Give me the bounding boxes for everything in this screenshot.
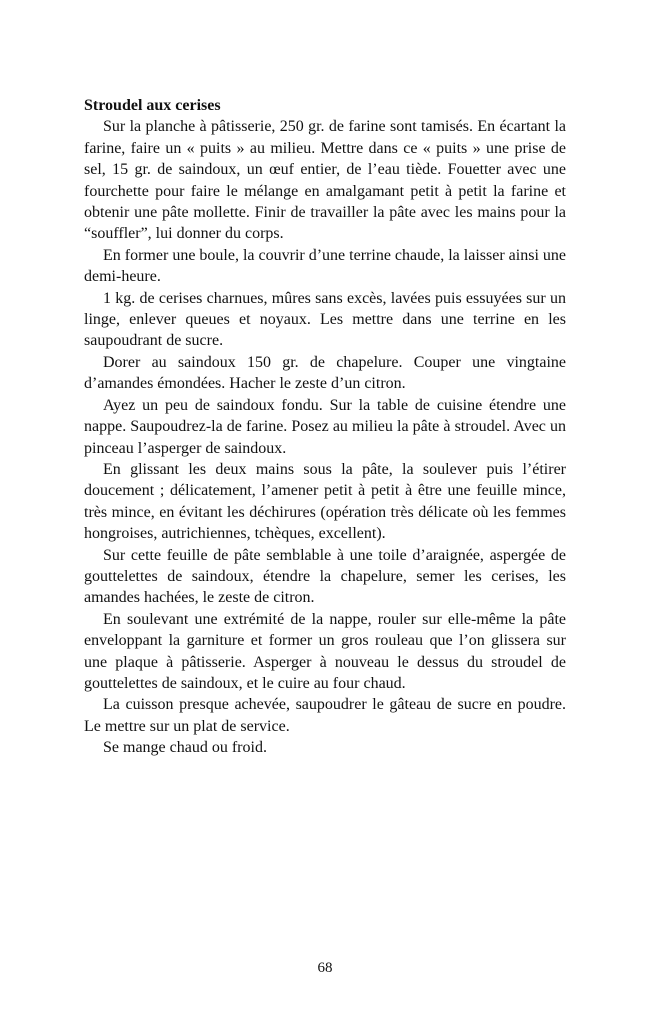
paragraph-dough: Sur la planche à pâtisserie, 250 gr. de farine sont tamisés. En écartant la farine, faire un « puits » au milieu. Mettre dans ce « puits » une prise de sel, 15 gr. de saindoux, un œuf entier, de l’eau tiède. Fouetter avec une fourchette pour faire le mélange en amalgamant petit à petit la farine et obtenir une pâte mollette. Finir de travailler la pâte avec les mains pour la “souffler”, lui donner du corps. xyxy=(84,118,566,243)
paragraph-finishing: La cuisson presque achevée, saupoudrer le gâteau de sucre en poudre. Le mettre sur un plat de service. xyxy=(84,696,566,735)
recipe-title: Stroudel aux cerises xyxy=(84,97,221,114)
paragraph-cherries: 1 kg. de cerises charnues, mûres sans excès, lavées puis essuyées sur un linge, enlever queues et noyaux. Les mettre dans une terrine en les saupoudrant de sucre. xyxy=(84,289,566,350)
paragraph-rolling: En soulevant une extrémité de la nappe, rouler sur elle-même la pâte enveloppant la garniture et former un gros rouleau que l’on glissera sur une plaque à pâtisserie. Asperger à nouveau le dessus du stroudel de gouttelettes de saindoux, et le cuire au four chaud. xyxy=(84,610,566,692)
paragraph-serving: Se mange chaud ou froid. xyxy=(103,739,267,757)
paragraph-rest: En former une boule, la couvrir d’une terrine chaude, la laisser ainsi une demi-heure. xyxy=(84,246,566,286)
paragraph-filling: Sur cette feuille de pâte semblable à une toile d’araignée, aspergée de gouttelettes de saindoux, étendre la chapelure, semer les cerises, les amandes hachées, le zeste de citron. xyxy=(84,546,566,607)
paragraph-tablecloth: Ayez un peu de saindoux fondu. Sur la table de cuisine étendre une nappe. Saupoudrez-la de farine. Posez au milieu la pâte à stroudel. Avec un pinceau l’asperger de saindoux. xyxy=(84,396,566,457)
paragraph-stretching: En glissant les deux mains sous la pâte, la soulever puis l’étirer doucement ; délicatement, l’amener petit à petit à être une feuille mince, très mince, en évitant les déchirures (opération très délicate où les femmes hongroises, autrichiennes, tchèques, excellent). xyxy=(84,460,566,543)
paragraph-breadcrumbs: Dorer au saindoux 150 gr. de chapelure. Couper une vingtaine d’amandes émondées. Hacher le zeste d’un citron. xyxy=(84,353,566,393)
page-number: 68 xyxy=(317,960,333,976)
recipe-page xyxy=(84,95,566,759)
